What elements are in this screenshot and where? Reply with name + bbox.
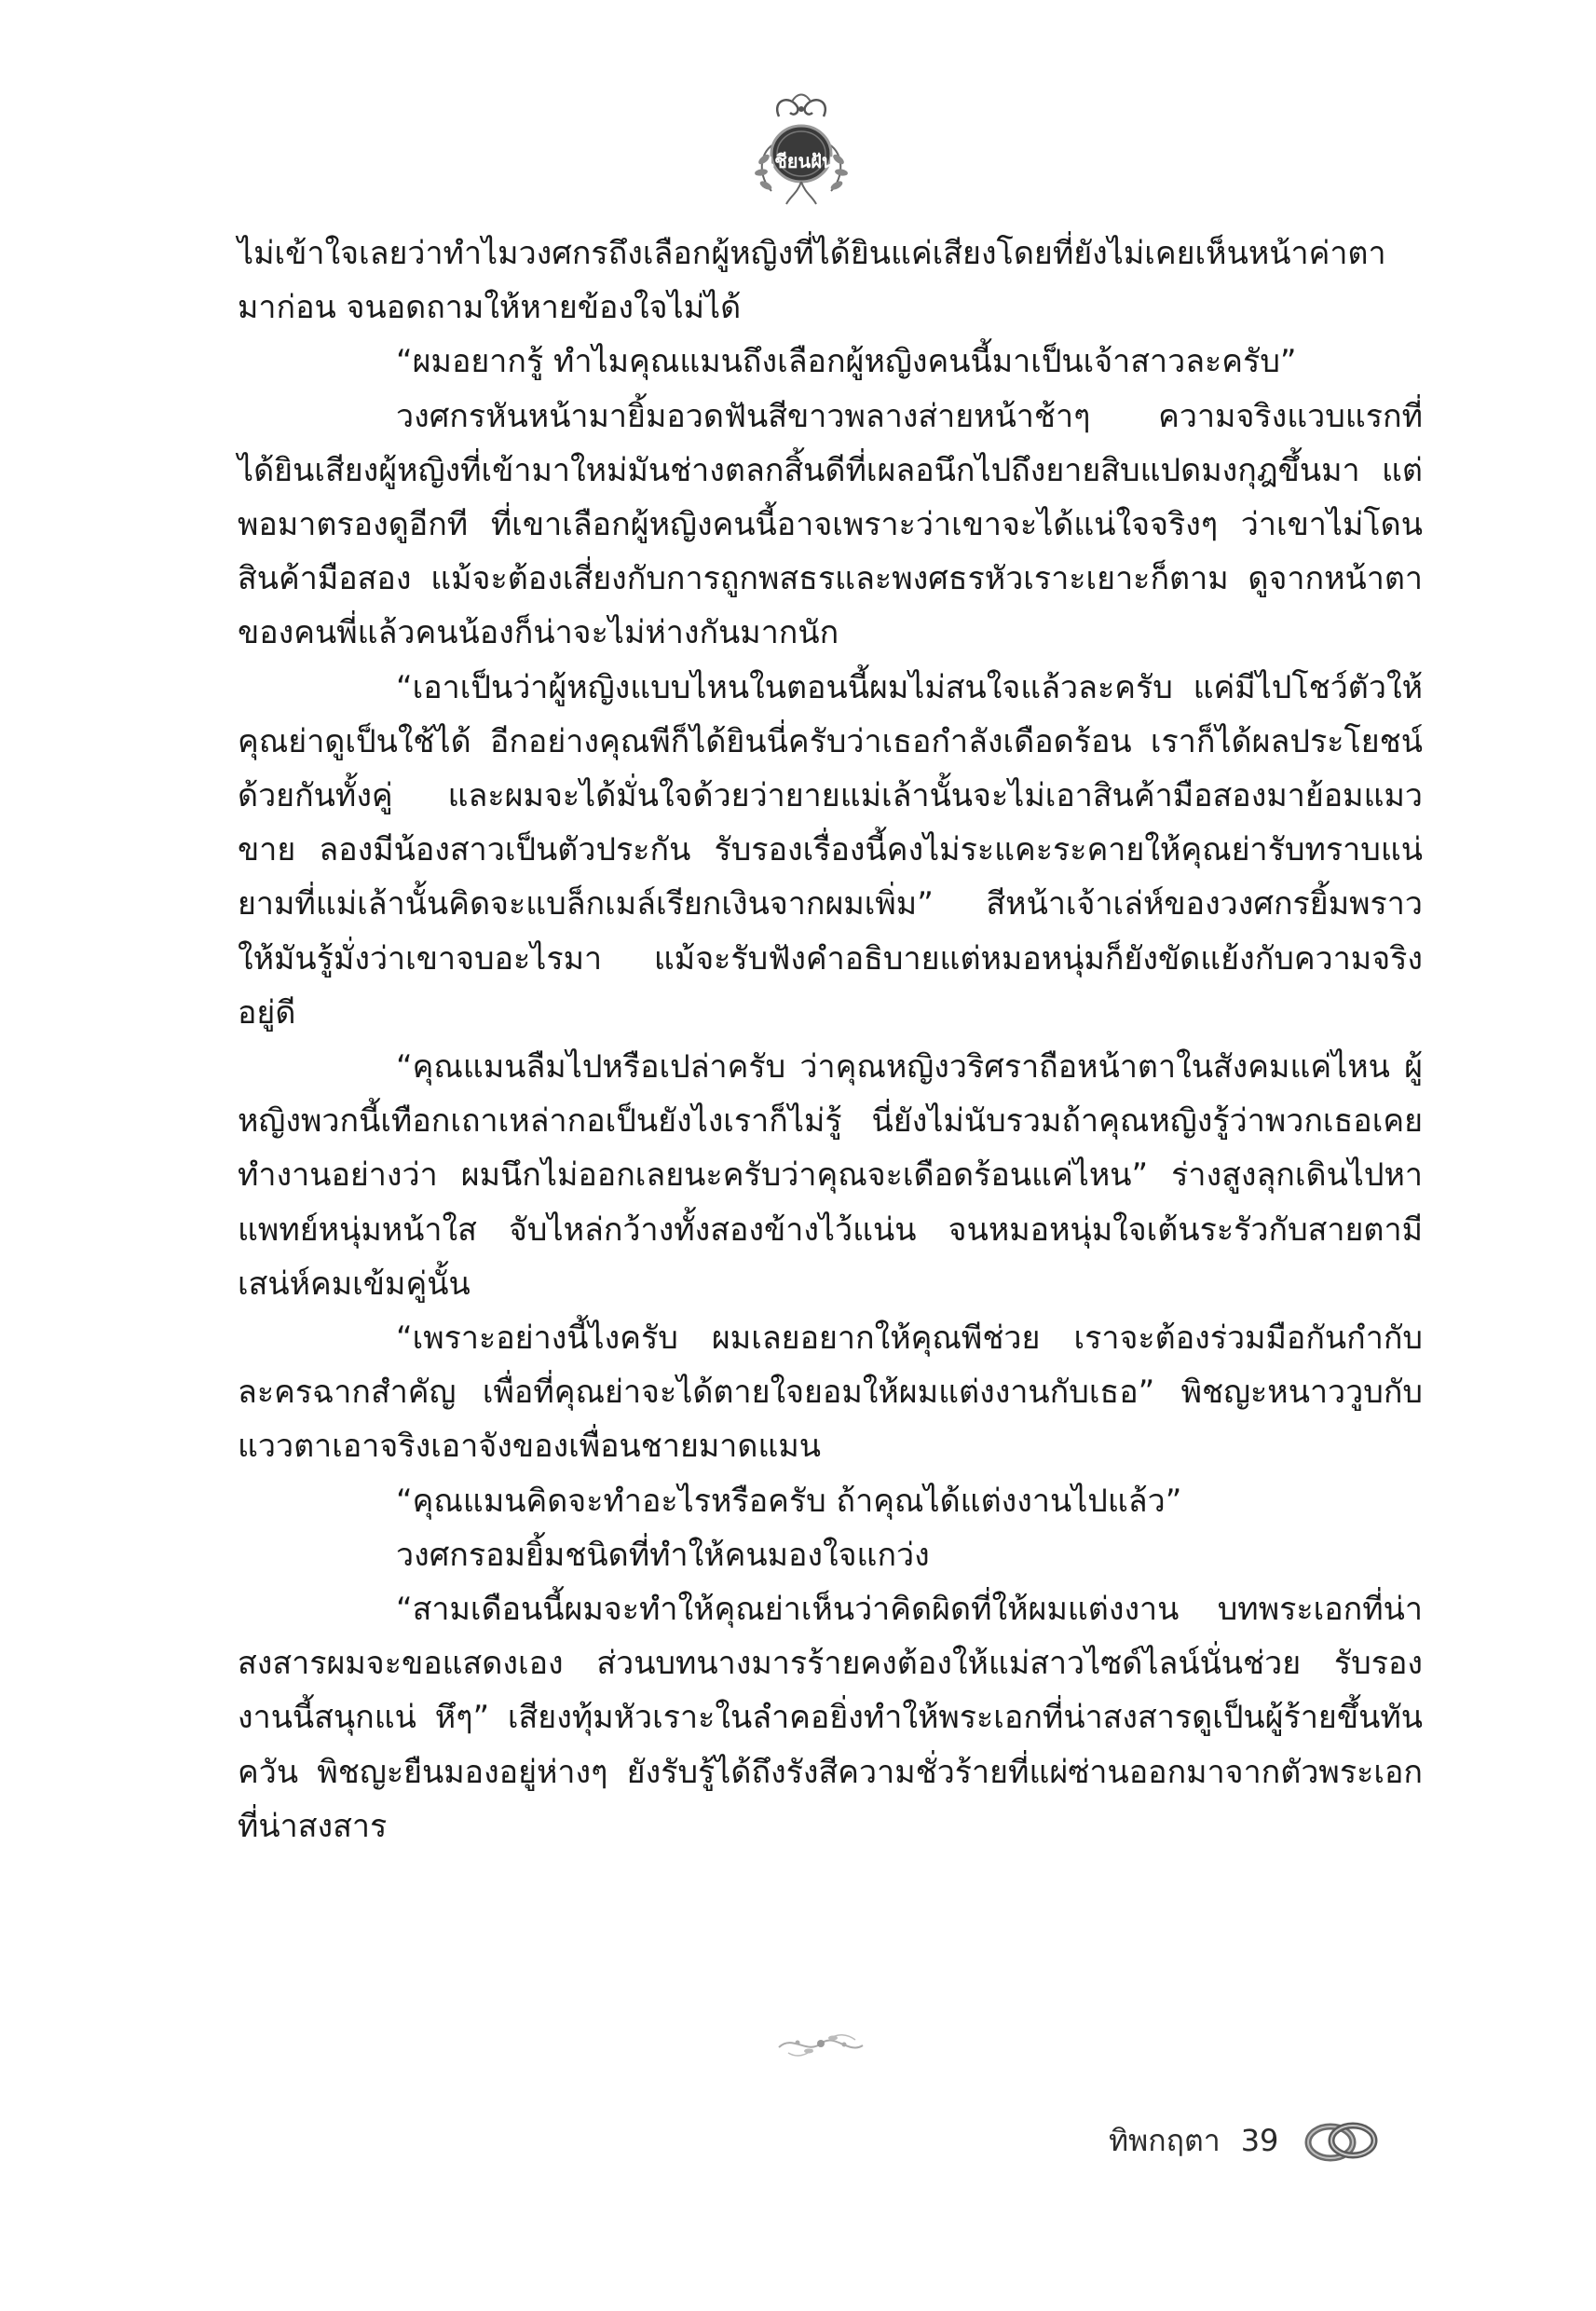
body-text <box>238 226 1423 1853</box>
page-footer <box>1109 2113 1381 2168</box>
paragraph: “เพราะอย่างนี้ไงครับ ผมเลยอยากให้คุณพีช่วย เราจะต้องร่วมมือกันกำกับละครฉากสำคัญ เพื่อที่คุณย่าจะได้ตายใจยอมให้ผมแต่งงานกับเธอ” พิชญะหนาววูบกับแววตาเอาจริงเอาจังของเพื่อนชายมาดแมน <box>238 1320 1423 1466</box>
page-number: 39 <box>1240 2123 1279 2158</box>
wedding-rings-icon <box>1301 2114 1381 2167</box>
emblem-label: เชียนฝัน <box>768 150 835 172</box>
paragraph: “เอาเป็นว่าผู้หญิงแบบไหนในตอนนี้ผมไม่สนใจแล้วละครับ แค่มีไปโชว์ตัวให้คุณย่าดูเป็นใช้ได้ อีกอย่างคุณพีก็ได้ยินนี่ครับว่าเธอกำลังเดือดร้อน เราก็ได้ผลประโยชน์ด้วยกันทั้งคู่ และผมจะได้มั่นใจด้วยว่ายายแม่เล้านั้นจะไม่เอาสินค้ามือสองมาย้อมแมวขาย ลองมีน้องสาวเป็นตัวประกัน รับรองเรื่องนี้คงไม่ระแคะระคายให้คุณย่ารับทราบแน่ ยามที่แม่เล้านั้นคิดจะแบล็กเมล์เรียกเงินจากผมเพิ่ม” สีหน้าเจ้าเล่ห์ของวงศกรยิ้มพราว ให้มันรู้มั่งว่าเขาจบอะไรมา แม้จะรับฟังคำอธิบายแต่หมอหนุ่มก็ยังขัดแย้งกับความจริงอยู่ดี <box>238 668 1423 1032</box>
paragraph: “สามเดือนนี้ผมจะทำให้คุณย่าเห็นว่าคิดผิดที่ให้ผมแต่งงาน บทพระเอกที่น่าสงสารผมจะขอแสดงเอง ส่วนบทนางมารร้ายคงต้องให้แม่สาวไซด์ไลน์นั่นช่วย รับรองงานนี้สนุกแน่ หึๆ” เสียงทุ้มหัวเราะในลำคอยิ่งทำให้พระเอกที่น่าสงสารดูเป็นผู้ร้ายขึ้นทันควัน พิชญะยืนมองอยู่ห่างๆ ยังรับรู้ได้ถึงรังสีความชั่วร้ายที่แผ่ซ่านออกมาจากตัวพระเอกที่น่าสงสาร <box>238 1591 1423 1845</box>
header-emblem <box>745 89 857 210</box>
paragraph: วงศกรอมยิ้มชนิดที่ทำให้คนมองใจแกว่ง <box>396 1536 930 1574</box>
paragraph: วงศกรหันหน้ามายิ้มอวดฟันสีขาวพลางส่ายหน้าช้าๆ ความจริงแวบแรกที่ได้ยินเสียงผู้หญิงที่เข้ามาใหม่มันช่างตลกสิ้นดีที่เผลอนึกไปถึงยายสิบแปดมงกุฎขึ้นมา แต่พอมาตรองดูอีกที ที่เขาเลือกผู้หญิงคนนี้อาจเพราะว่าเขาจะได้แน่ใจจริงๆ ว่าเขาไม่โดนสินค้ามือสอง แม้จะต้องเสี่ยงกับการถูกพสธรและพงศธรหัวเราะเยาะก็ตาม ดูจากหน้าตาของคนพี่แล้วคนน้องก็น่าจะไม่ห่างกันมากนัก <box>238 397 1423 652</box>
floral-ornament-icon <box>770 2027 872 2064</box>
footer-ornament <box>770 2027 872 2064</box>
paragraph: “คุณแมนคิดจะทำอะไรหรือครับ ถ้าคุณได้แต่งงานไปแล้ว” <box>396 1482 1182 1520</box>
paragraph: “ผมอยากรู้ ทำไมคุณแมนถึงเลือกผู้หญิงคนนี้มาเป็นเจ้าสาวละครับ” <box>396 343 1297 381</box>
paragraph: ไม่เข้าใจเลยว่าทำไมวงศกรถึงเลือกผู้หญิงที่ได้ยินแค่เสียงโดยที่ยังไม่เคยเห็นหน้าค่าตามาก่อน จนอดถามให้หายข้องใจไม่ได้ <box>238 235 1386 327</box>
paragraph: “คุณแมนลืมไปหรือเปล่าครับ ว่าคุณหญิงวริศราถือหน้าตาในสังคมแค่ไหน ผู้หญิงพวกนี้เทือกเถาเหล่ากอเป็นยังไงเราก็ไม่รู้ นี่ยังไม่นับรวมถ้าคุณหญิงรู้ว่าพวกเธอเคยทำงานอย่างว่า ผมนึกไม่ออกเลยนะครับว่าคุณจะเดือดร้อนแค่ไหน” ร่างสูงลุกเดินไปหาแพทย์หนุ่มหน้าใส จับไหล่กว้างทั้งสองข้างไว้แน่น จนหมอหนุ่มใจเต้นระรัวกับสายตามีเสน่ห์คมเข้มคู่นั้น <box>238 1048 1423 1303</box>
book-title: ทิพกฤตา <box>1109 2122 1221 2158</box>
